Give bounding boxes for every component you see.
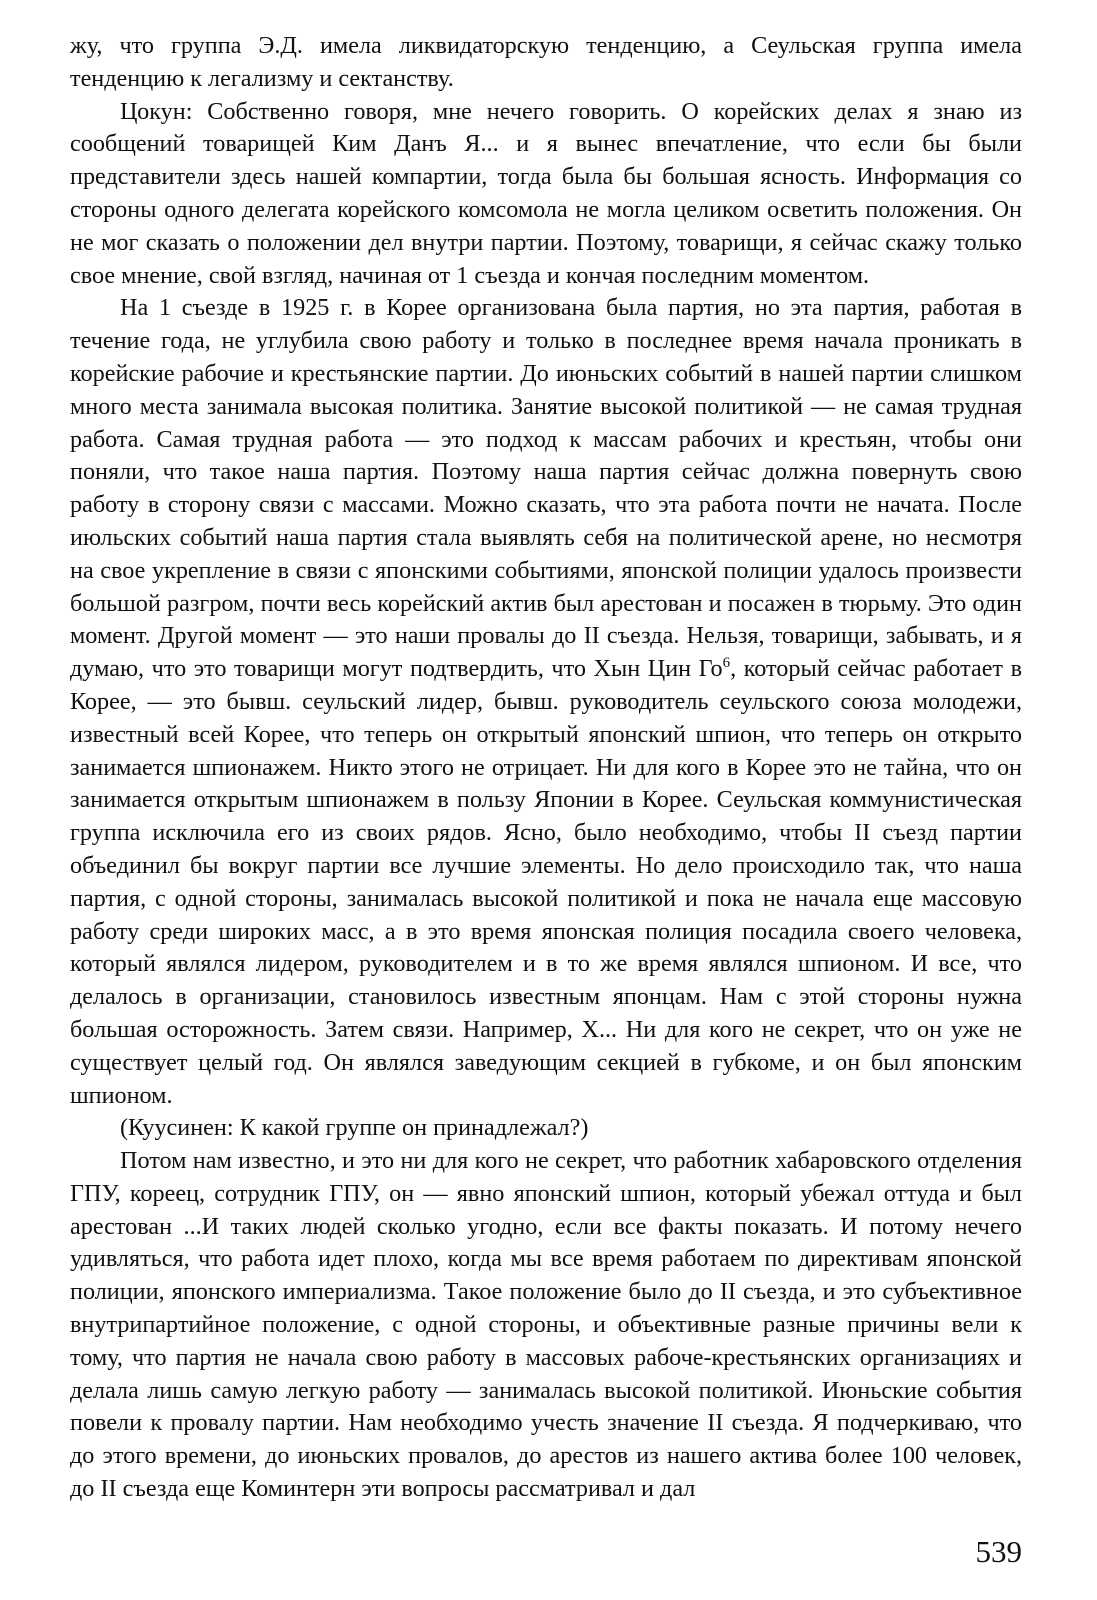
document-page — [70, 30, 1022, 1506]
paragraph-2: Цокун: Собственно говоря, мне нечего говорить. О корейских делах я знаю из сообщений товарищей Ким Данъ Я... и я вынес впечатление, что если бы были представители здесь нашей компартии, тогда была бы большая ясность. Информация со стороны одного делегата корейского комсомола не могла целиком осветить положения. Он не мог сказать о положении дел внутри партии. Поэтому, товарищи, я сейчас скажу только свое мнение, свой взгляд, начиная от 1 съезда и кончая последним моментом. — [70, 97, 1022, 289]
paragraph-5: Потом нам известно, и это ни для кого не секрет, что работник хабаровского отделения ГПУ, кореец, сотрудник ГПУ, он — явно японский шпион, который убежал оттуда и был арестован ...И таких людей сколько угодно, если все факты показать. И потому нечего удивляться, что работа идет плохо, когда мы все время работаем по директивам японской полиции, японского империализма. Такое положение было до II съезда, и это субъективное внутрипартийное положение, с одной стороны, и объективные разные причины вели к тому, что партия не начала свою работу в массовых рабоче-крестьянских организациях и делала лишь самую легкую работу — занималась высокой политикой. Июньские события повели к провалу партии. Нам необходимо учесть значение II съезда. Я подчеркиваю, что до этого времени, до июньских провалов, до арестов из нашего актива более 100 человек, до II съезда еще Коминтерн эти вопросы рассматривал и дал — [70, 1147, 1022, 1503]
footnote-marker: 6 — [722, 655, 731, 672]
paragraph-3 — [70, 292, 1022, 1112]
paragraph-3-text-after: , который сейчас работает в Корее, — это бывш. сеульский лидер, бывш. руководитель сеульского союза молодежи, известный всей Корее, что теперь он открытый японский шпион, что теперь он открыто занимается шпионажем. Никто этого не отрицает. Ни для кого в Корее это не тайна, что он занимается открытым шпионажем в пользу Японии в Корее. Сеульская коммунистическая группа исключила его из своих рядов. Ясно, было необходимо, чтобы II съезд партии объединил бы вокруг партии все лучшие элементы. Но дело происходило так, что наша партия, с одной стороны, занималась высокой политикой и пока не начала еще массовую работу среди широких масс, а в это время японская полиция посадила своего человека, который являлся лидером, руководителем и в то же время являлся шпионом. И все, что делалось в организации, становилось известным японцам. Нам с этой стороны нужна большая осторожность. Затем связи. Например, Х... Ни для кого не секрет, что он уже не существует целый год. Он являлся заведующим секцией в губкоме, и он был японским шпионом. — [70, 655, 1023, 1109]
page-number: 539 — [975, 1534, 1022, 1569]
paragraph-3-text-before: На 1 съезде в 1925 г. в Корее организована была партия, но эта партия, работая в течение года, не углубила свою работу и только в последнее время начала проникать в корейские рабочие и крестьянские партии. До июньских событий в нашей партии слишком много места занимала высокая политика. Занятие высокой политикой — не самая трудная работа. Самая трудная работа — это подход к массам рабочих и крестьян, чтобы они поняли, что такое наша партия. Поэтому наша партия сейчас должна повернуть свою работу в сторону связи с массами. Можно сказать, что эта работа почти не начата. После июльских событий наша партия стала выявлять себя на политической арене, но несмотря на свое укрепление в связи с японскими событиями, японской полиции удалось произвести большой разгром, почти весь корейский актив был арестован и посажен в тюрьму. Это один момент. Другой момент — это наши провалы до II съезда. Нельзя, товарищи, забывать, и я думаю, что это товарищи могут подтвердить, что Хын Цин Го — [70, 294, 1022, 683]
paragraph-1: жу, что группа Э.Д. имела ликвидаторскую тенденцию, а Сеульская группа имела тенденцию к легализму и сектанству. — [70, 32, 1022, 92]
paragraph-4: (Куусинен: К какой группе он принадлежал?) — [120, 1114, 589, 1142]
